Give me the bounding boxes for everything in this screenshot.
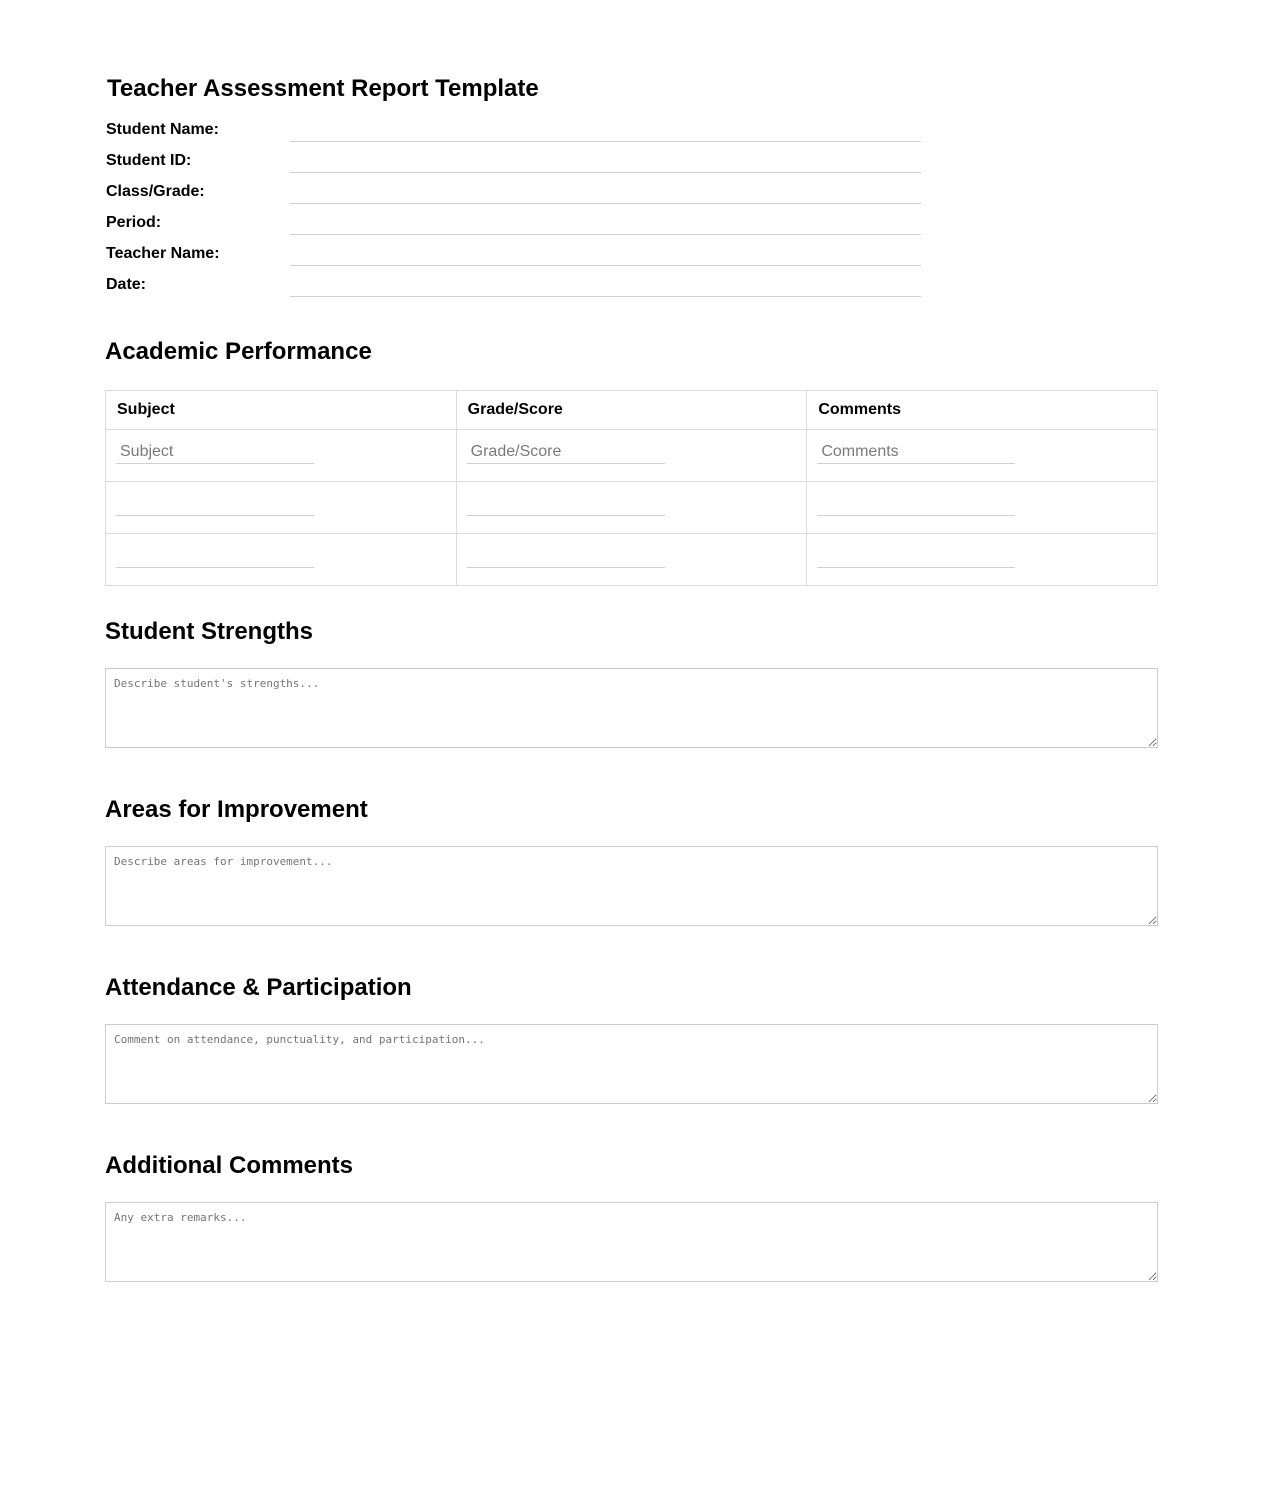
period-label: Period: (106, 214, 162, 231)
academic-performance-table (105, 390, 1158, 586)
student-name-input[interactable] (290, 116, 921, 142)
page-title: Teacher Assessment Report Template (107, 75, 539, 102)
grade-score-input[interactable] (467, 544, 665, 568)
student-name-label: Student Name: (106, 121, 219, 138)
subject-input[interactable] (116, 440, 314, 464)
student-strengths-heading: Student Strengths (105, 618, 313, 645)
date-label: Date: (106, 276, 147, 293)
date-input[interactable] (290, 271, 921, 297)
table-cell (456, 534, 807, 586)
additional-comments-textarea[interactable] (105, 1202, 1158, 1282)
table-row (106, 430, 1158, 482)
table-cell (106, 482, 457, 534)
column-header-grade-score: Grade/Score (456, 391, 807, 430)
table-cell (106, 534, 457, 586)
table-row (106, 534, 1158, 586)
areas-for-improvement-heading: Areas for Improvement (105, 796, 368, 823)
teacher-name-label: Teacher Name: (106, 245, 220, 262)
column-header-subject: Subject (106, 391, 457, 430)
table-cell (106, 430, 457, 482)
academic-performance-heading: Academic Performance (105, 338, 372, 365)
table-header-row (106, 391, 1158, 430)
comments-input[interactable] (817, 544, 1015, 568)
comments-input[interactable] (817, 440, 1015, 464)
period-input[interactable] (290, 209, 921, 235)
class-grade-input[interactable] (290, 178, 921, 204)
table-cell (456, 482, 807, 534)
table-cell (456, 430, 807, 482)
attendance-participation-heading: Attendance & Participation (105, 974, 412, 1001)
grade-score-input[interactable] (467, 440, 665, 464)
teacher-name-input[interactable] (290, 240, 921, 266)
student-id-input[interactable] (290, 147, 921, 173)
comments-input[interactable] (817, 492, 1015, 516)
attendance-participation-textarea[interactable] (105, 1024, 1158, 1104)
student-id-label: Student ID: (106, 152, 192, 169)
student-strengths-textarea[interactable] (105, 668, 1158, 748)
table-cell (807, 534, 1158, 586)
table-row (106, 482, 1158, 534)
table-cell (807, 482, 1158, 534)
subject-input[interactable] (116, 492, 314, 516)
grade-score-input[interactable] (467, 492, 665, 516)
date-row (105, 275, 921, 306)
class-grade-label: Class/Grade: (106, 183, 205, 200)
table-cell (807, 430, 1158, 482)
additional-comments-heading: Additional Comments (105, 1152, 354, 1179)
column-header-comments: Comments (807, 391, 1158, 430)
areas-for-improvement-textarea[interactable] (105, 846, 1158, 926)
subject-input[interactable] (116, 544, 314, 568)
